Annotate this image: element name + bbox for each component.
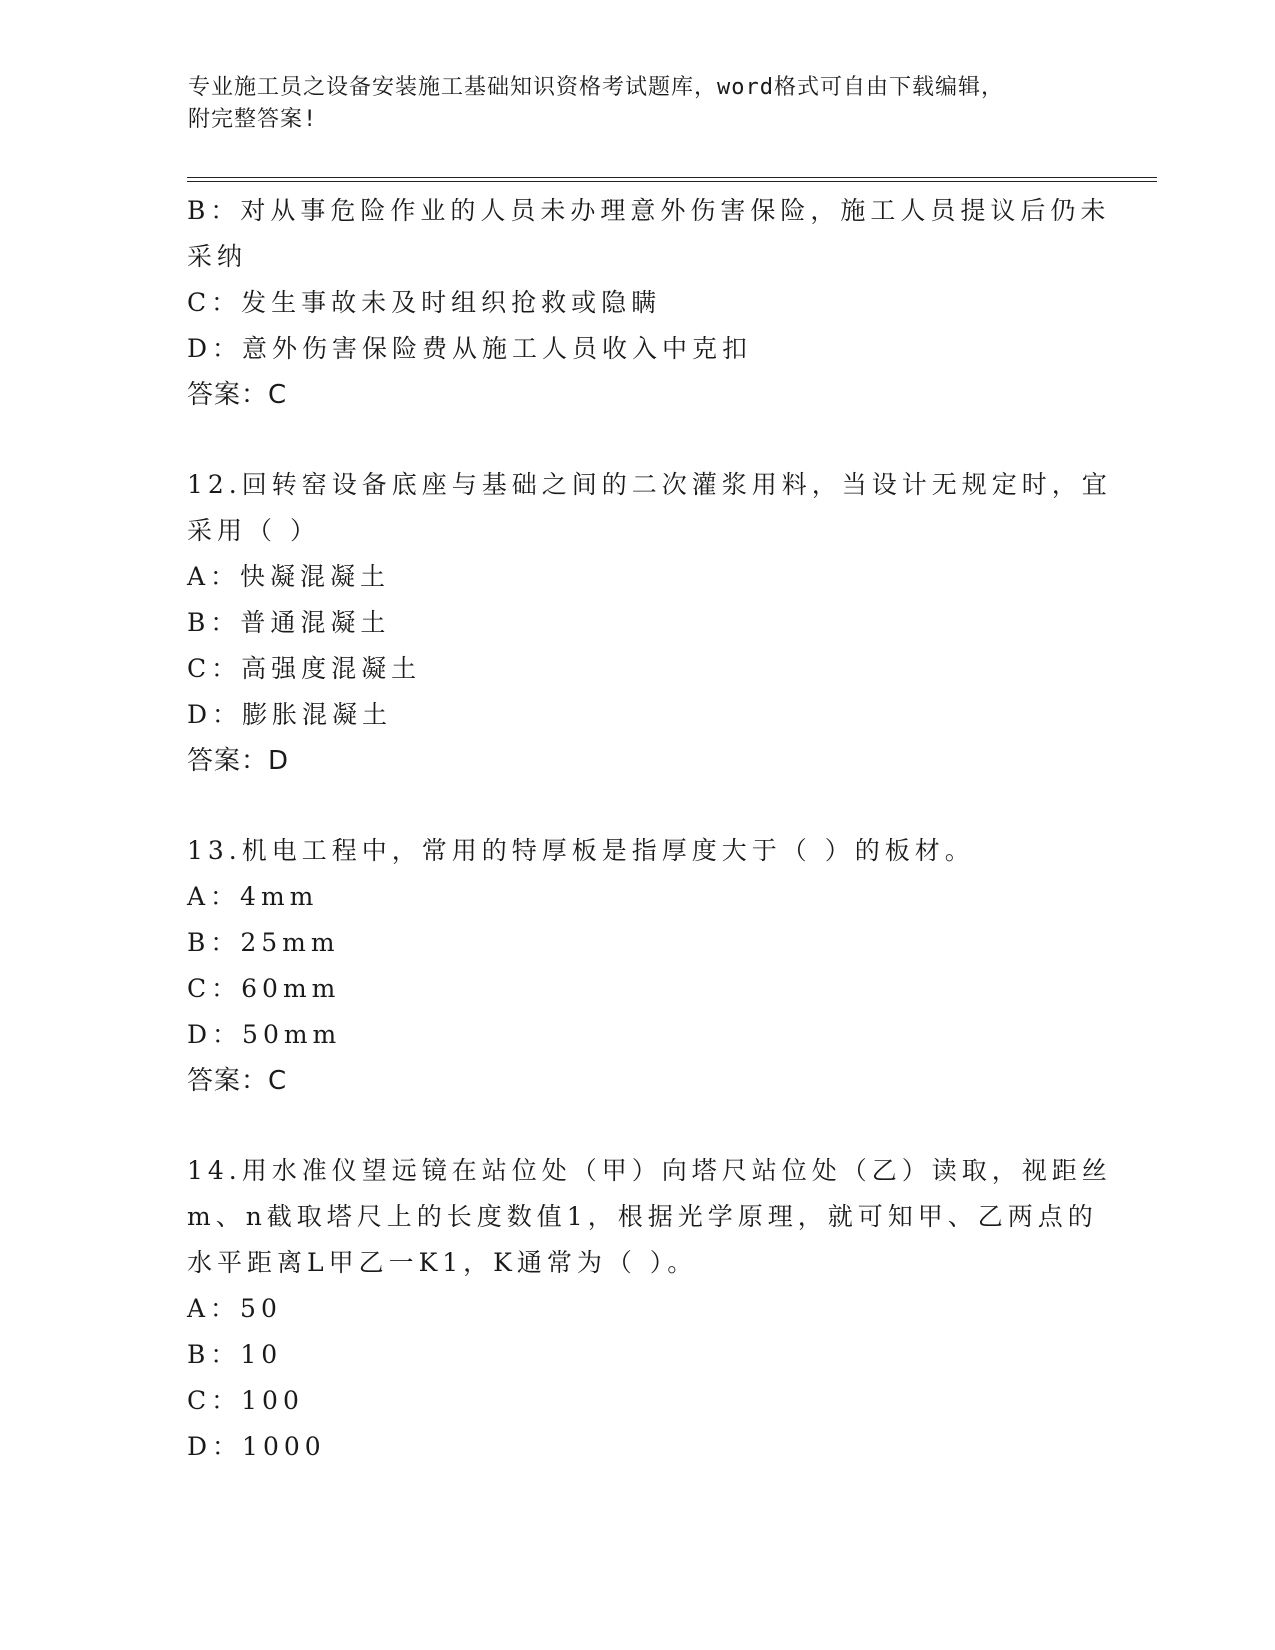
question-12 xyxy=(187,462,1112,784)
answer: 答案：C xyxy=(187,1066,288,1096)
document-header xyxy=(188,72,1068,136)
option-c: C：60mm xyxy=(187,974,341,1003)
answer: 答案：C xyxy=(187,380,288,410)
header-divider xyxy=(187,177,1157,182)
answer: 答案：D xyxy=(187,746,290,776)
question-stem-continued-2: 水平距离L甲乙一K1，K通常为（ ）。 xyxy=(187,1248,698,1277)
question-stem-continued: m、n截取塔尺上的长度数值1，根据光学原理，就可知甲、乙两点的 xyxy=(187,1202,1098,1231)
option-d: D：意外伤害保险费从施工人员收入中克扣 xyxy=(187,334,753,363)
option-a: A：4mm xyxy=(187,882,319,911)
option-d: D：50mm xyxy=(187,1020,342,1049)
question-stem: 13.机电工程中，常用的特厚板是指厚度大于（ ）的板材。 xyxy=(187,836,975,865)
question-stem-continued: 采用（ ） xyxy=(187,516,320,545)
option-b: B：对从事危险作业的人员未办理意外伤害保险，施工人员提议后仍未 xyxy=(187,196,1111,225)
option-b: B：普通混凝土 xyxy=(187,608,391,637)
option-a: A：50 xyxy=(187,1294,282,1323)
option-c: C：100 xyxy=(187,1386,304,1415)
question-list xyxy=(187,188,1112,1470)
question-14 xyxy=(187,1148,1112,1470)
option-d: D：1000 xyxy=(187,1432,326,1461)
question-stem: 12.回转窑设备底座与基础之间的二次灌浆用料，当设计无规定时，宜 xyxy=(187,470,1112,499)
header-line-2: 附完整答案! xyxy=(188,107,318,132)
option-c: C：高强度混凝土 xyxy=(187,654,422,683)
option-c: C：发生事故未及时组织抢救或隐瞒 xyxy=(187,288,662,317)
option-d: D：膨胀混凝土 xyxy=(187,700,393,729)
question-13 xyxy=(187,828,1087,1104)
option-b: B：25mm xyxy=(187,928,340,957)
header-line-1: 专业施工员之设备安装施工基础知识资格考试题库，word格式可自由下载编辑， xyxy=(188,75,1004,100)
question-stem: 14.用水准仪望远镜在站位处（甲）向塔尺站位处（乙）读取，视距丝 xyxy=(187,1156,1112,1185)
question-11-tail xyxy=(187,188,1111,418)
option-b-continued: 采纳 xyxy=(187,242,248,271)
option-a: A：快凝混凝土 xyxy=(187,562,391,591)
option-b: B：10 xyxy=(187,1340,283,1369)
